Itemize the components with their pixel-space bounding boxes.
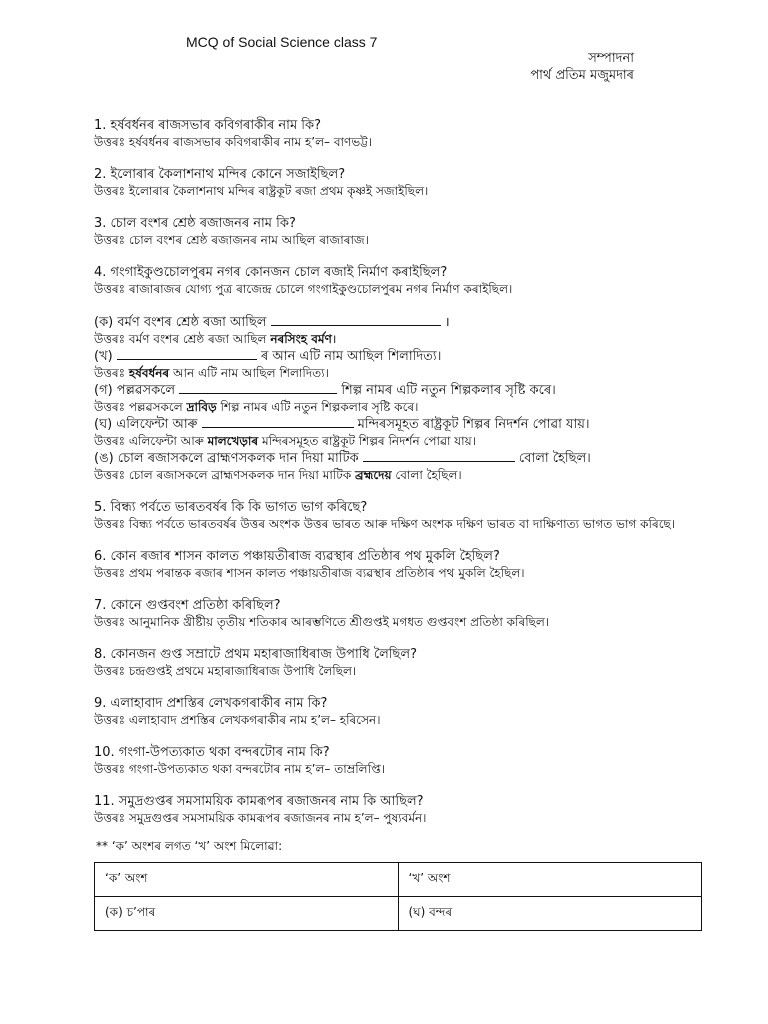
document-body xyxy=(94,117,734,931)
fill-blank-question: (গ) পল্লৱসকলে শিল্প নামৰ এটি নতুন শিল্পকলাৰ সৃষ্টি কৰে। xyxy=(94,383,556,398)
fill-blank-question: (খ) ৰ আন এটি নাম আছিল শিলাদিত্য। xyxy=(94,349,442,364)
table-header-cell: ‘ক’ অংশ xyxy=(95,863,399,897)
question-block xyxy=(94,166,734,199)
match-section xyxy=(94,838,734,931)
answer-text: উত্তৰঃ আনুমানিক খ্ৰীষ্টীয় তৃতীয় শতিকাৰ আৰম্ভণিতে শ্ৰীগুপ্তই মগধত গুপ্তবংশ প্ৰতিষ্ঠা কৰিছিল। xyxy=(94,615,550,629)
answer-text: উত্তৰঃ গংগা-উপত্যকাত থকা বন্দৰটোৰ নাম হ’ল– তাম্ৰলিপ্তি। xyxy=(94,762,386,776)
question-text: 1. হৰ্ষবৰ্ধনৰ ৰাজসভাৰ কবিগৰাকীৰ নাম কি? xyxy=(94,118,322,133)
fill-blank-answer: উত্তৰঃ এলিফেন্টা আৰু মালখেড়াৰ মন্দিৰসমূহত ৰাষ্ট্ৰকূট শিল্পৰ নিদৰ্শন পোৱা যায়। xyxy=(94,434,477,448)
question-block xyxy=(94,117,734,150)
question-text: 5. বিন্ধ্য পৰ্বতে ভাৰতবৰ্ষৰ কি কি ভাগত ভাগ কৰিছে? xyxy=(94,500,368,515)
match-heading: ** ‘ক’ অংশৰ লগত ‘খ’ অংশ মিলোৱা: xyxy=(96,839,283,853)
question-block xyxy=(94,264,734,297)
fill-blanks-section xyxy=(94,313,734,483)
document-title: MCQ of Social Science class 7 xyxy=(186,34,378,50)
answer-text: উত্তৰঃ ইলোৰাৰ কৈলাশনাথ মন্দিৰ ৰাষ্ট্ৰকূট ৰজা প্ৰথম কৃষ্ণই সজাইছিল। xyxy=(94,184,429,198)
question-block xyxy=(94,744,734,777)
question-text: 11. সমুদ্ৰগুপ্তৰ সমসাময়িক কামৰূপৰ ৰজাজনৰ নাম কি আছিল? xyxy=(94,794,424,809)
question-text: 6. কোন ৰজাৰ শাসন কালত পঞ্চায়তীৰাজ ব্যৱস্থাৰ প্ৰতিষ্ঠাৰ পথ মুকলি হৈছিল? xyxy=(94,549,500,564)
question-block xyxy=(94,695,734,728)
fill-blank-question: (ঙ) চোল ৰজাসকলে ব্ৰাহ্মণসকলক দান দিয়া মাটিক বোলা হৈছিল। xyxy=(94,451,591,466)
answer-text: উত্তৰঃ চন্দ্ৰগুপ্তই প্ৰথমে মহাৰাজাধিৰাজ উপাধি লৈছিল। xyxy=(94,664,357,678)
blank-line xyxy=(117,347,257,360)
question-block xyxy=(94,597,734,630)
question-block xyxy=(94,215,734,248)
blank-line xyxy=(271,313,441,326)
answer-text: উত্তৰঃ চোল বংশৰ শ্ৰেষ্ঠ ৰজাজনৰ নাম আছিল ৰাজাৰাজ। xyxy=(94,233,369,247)
fill-blank-answer: উত্তৰঃ চোল ৰজাসকলে ব্ৰাহ্মণসকলক দান দিয়া মাটিক ব্ৰহ্মদেয় বোলা হৈছিল। xyxy=(94,468,462,482)
fill-blank-answer: উত্তৰঃ হৰ্ষবৰ্ধনৰ আন এটি নাম আছিল শিলাদিত্য। xyxy=(94,366,329,380)
question-block xyxy=(94,548,734,581)
question-block xyxy=(94,646,734,679)
table-row xyxy=(95,863,702,897)
match-table xyxy=(94,862,702,931)
answer-text: উত্তৰঃ ৰাজাৰাজৰ যোগ্য পুত্ৰ ৰাজেন্দ্ৰ চোলে গংগাইকুণ্ডচোলপুৰম নগৰ নিৰ্মাণ কৰাইছিল। xyxy=(94,282,513,296)
answer-text: উত্তৰঃ হৰ্ষবৰ্ধনৰ ৰাজসভাৰ কবিগৰাকীৰ নাম হ’ল– বাণভট্ট। xyxy=(94,135,373,149)
fill-blank-answer: উত্তৰঃ পল্লৱসকলে দ্ৰাবিড় শিল্প নামৰ এটি নতুন শিল্পকলাৰ সৃষ্টি কৰে। xyxy=(94,400,419,414)
question-text: 9. এলাহাবাদ প্ৰশস্তিৰ লেখকগৰাকীৰ নাম কি? xyxy=(94,696,328,711)
fill-blank-answer: উত্তৰঃ বৰ্মণ বংশৰ শ্ৰেষ্ঠ ৰজা আছিল নৰসিংহ বৰ্মণ। xyxy=(94,332,337,346)
table-row xyxy=(95,897,702,931)
editor-name: পাৰ্থ প্ৰতিম মজুমদাৰ xyxy=(530,68,634,83)
fill-blank-question: (ক) বৰ্মণ বংশৰ শ্ৰেষ্ঠ ৰজা আছিল । xyxy=(94,315,450,330)
answer-text: উত্তৰঃ বিন্ধ্য পৰ্বতে ভাৰতবৰ্ষৰ উত্তৰ অংশক উত্তৰ ভাৰত আৰু দক্ষিণ অংশক দক্ষিণ ভাৰত বা দাক্ষিণাত্য ভাগত ভাগ কৰিছে। xyxy=(94,517,676,531)
blank-line xyxy=(202,415,354,428)
answer-text: উত্তৰঃ প্ৰথম পৰান্তক ৰজাৰ শাসন কালত পঞ্চায়তীৰাজ ব্যৱস্থাৰ প্ৰতিষ্ঠাৰ পথ মুকলি হৈছিল। xyxy=(94,566,525,580)
table-header-cell: ‘খ’ অংশ xyxy=(398,863,702,897)
question-text: 4. গংগাইকুণ্ডচোলপুৰম নগৰ কোনজন চোল ৰজাই নিৰ্মাণ কৰাইছিল? xyxy=(94,265,448,280)
question-text: 8. কোনজন গুপ্ত সম্ৰাটে প্ৰথম মহাৰাজাধিৰাজ উপাধি লৈছিল? xyxy=(94,647,417,662)
question-text: 7. কোনে গুপ্তবংশ প্ৰতিষ্ঠা কৰিছিল? xyxy=(94,598,281,613)
answer-text: উত্তৰঃ এলাহাবাদ প্ৰশস্তিৰ লেখকগৰাকীৰ নাম হ’ল– হৰিসেন। xyxy=(94,713,381,727)
editor-label: সম্পাদনা xyxy=(588,51,634,66)
fill-blank-question: (ঘ) এলিফেন্টা আৰু মন্দিৰসমূহত ৰাষ্ট্ৰকূট শিল্পৰ নিদৰ্শন পোৱা যায়। xyxy=(94,417,590,432)
editor-credit xyxy=(530,50,634,84)
question-text: 10. গংগা-উপত্যকাত থকা বন্দৰটোৰ নাম কি? xyxy=(94,745,330,760)
question-text: 2. ইলোৰাৰ কৈলাশনাথ মন্দিৰ কোনে সজাইছিল? xyxy=(94,167,346,182)
table-cell: (ঘ) বন্দৰ xyxy=(398,897,702,931)
table-cell: (ক) চ’পাৰ xyxy=(95,897,399,931)
question-block xyxy=(94,499,734,532)
question-text: 3. চোল বংশৰ শ্ৰেষ্ঠ ৰজাজনৰ নাম কি? xyxy=(94,216,296,231)
blank-line xyxy=(179,381,337,394)
question-block xyxy=(94,793,734,826)
answer-text: উত্তৰঃ সমুদ্ৰগুপ্তৰ সমসাময়িক কামৰূপৰ ৰজাজনৰ নাম হ’ল– পুষ্যবৰ্মন। xyxy=(94,811,427,825)
blank-line xyxy=(363,449,515,462)
